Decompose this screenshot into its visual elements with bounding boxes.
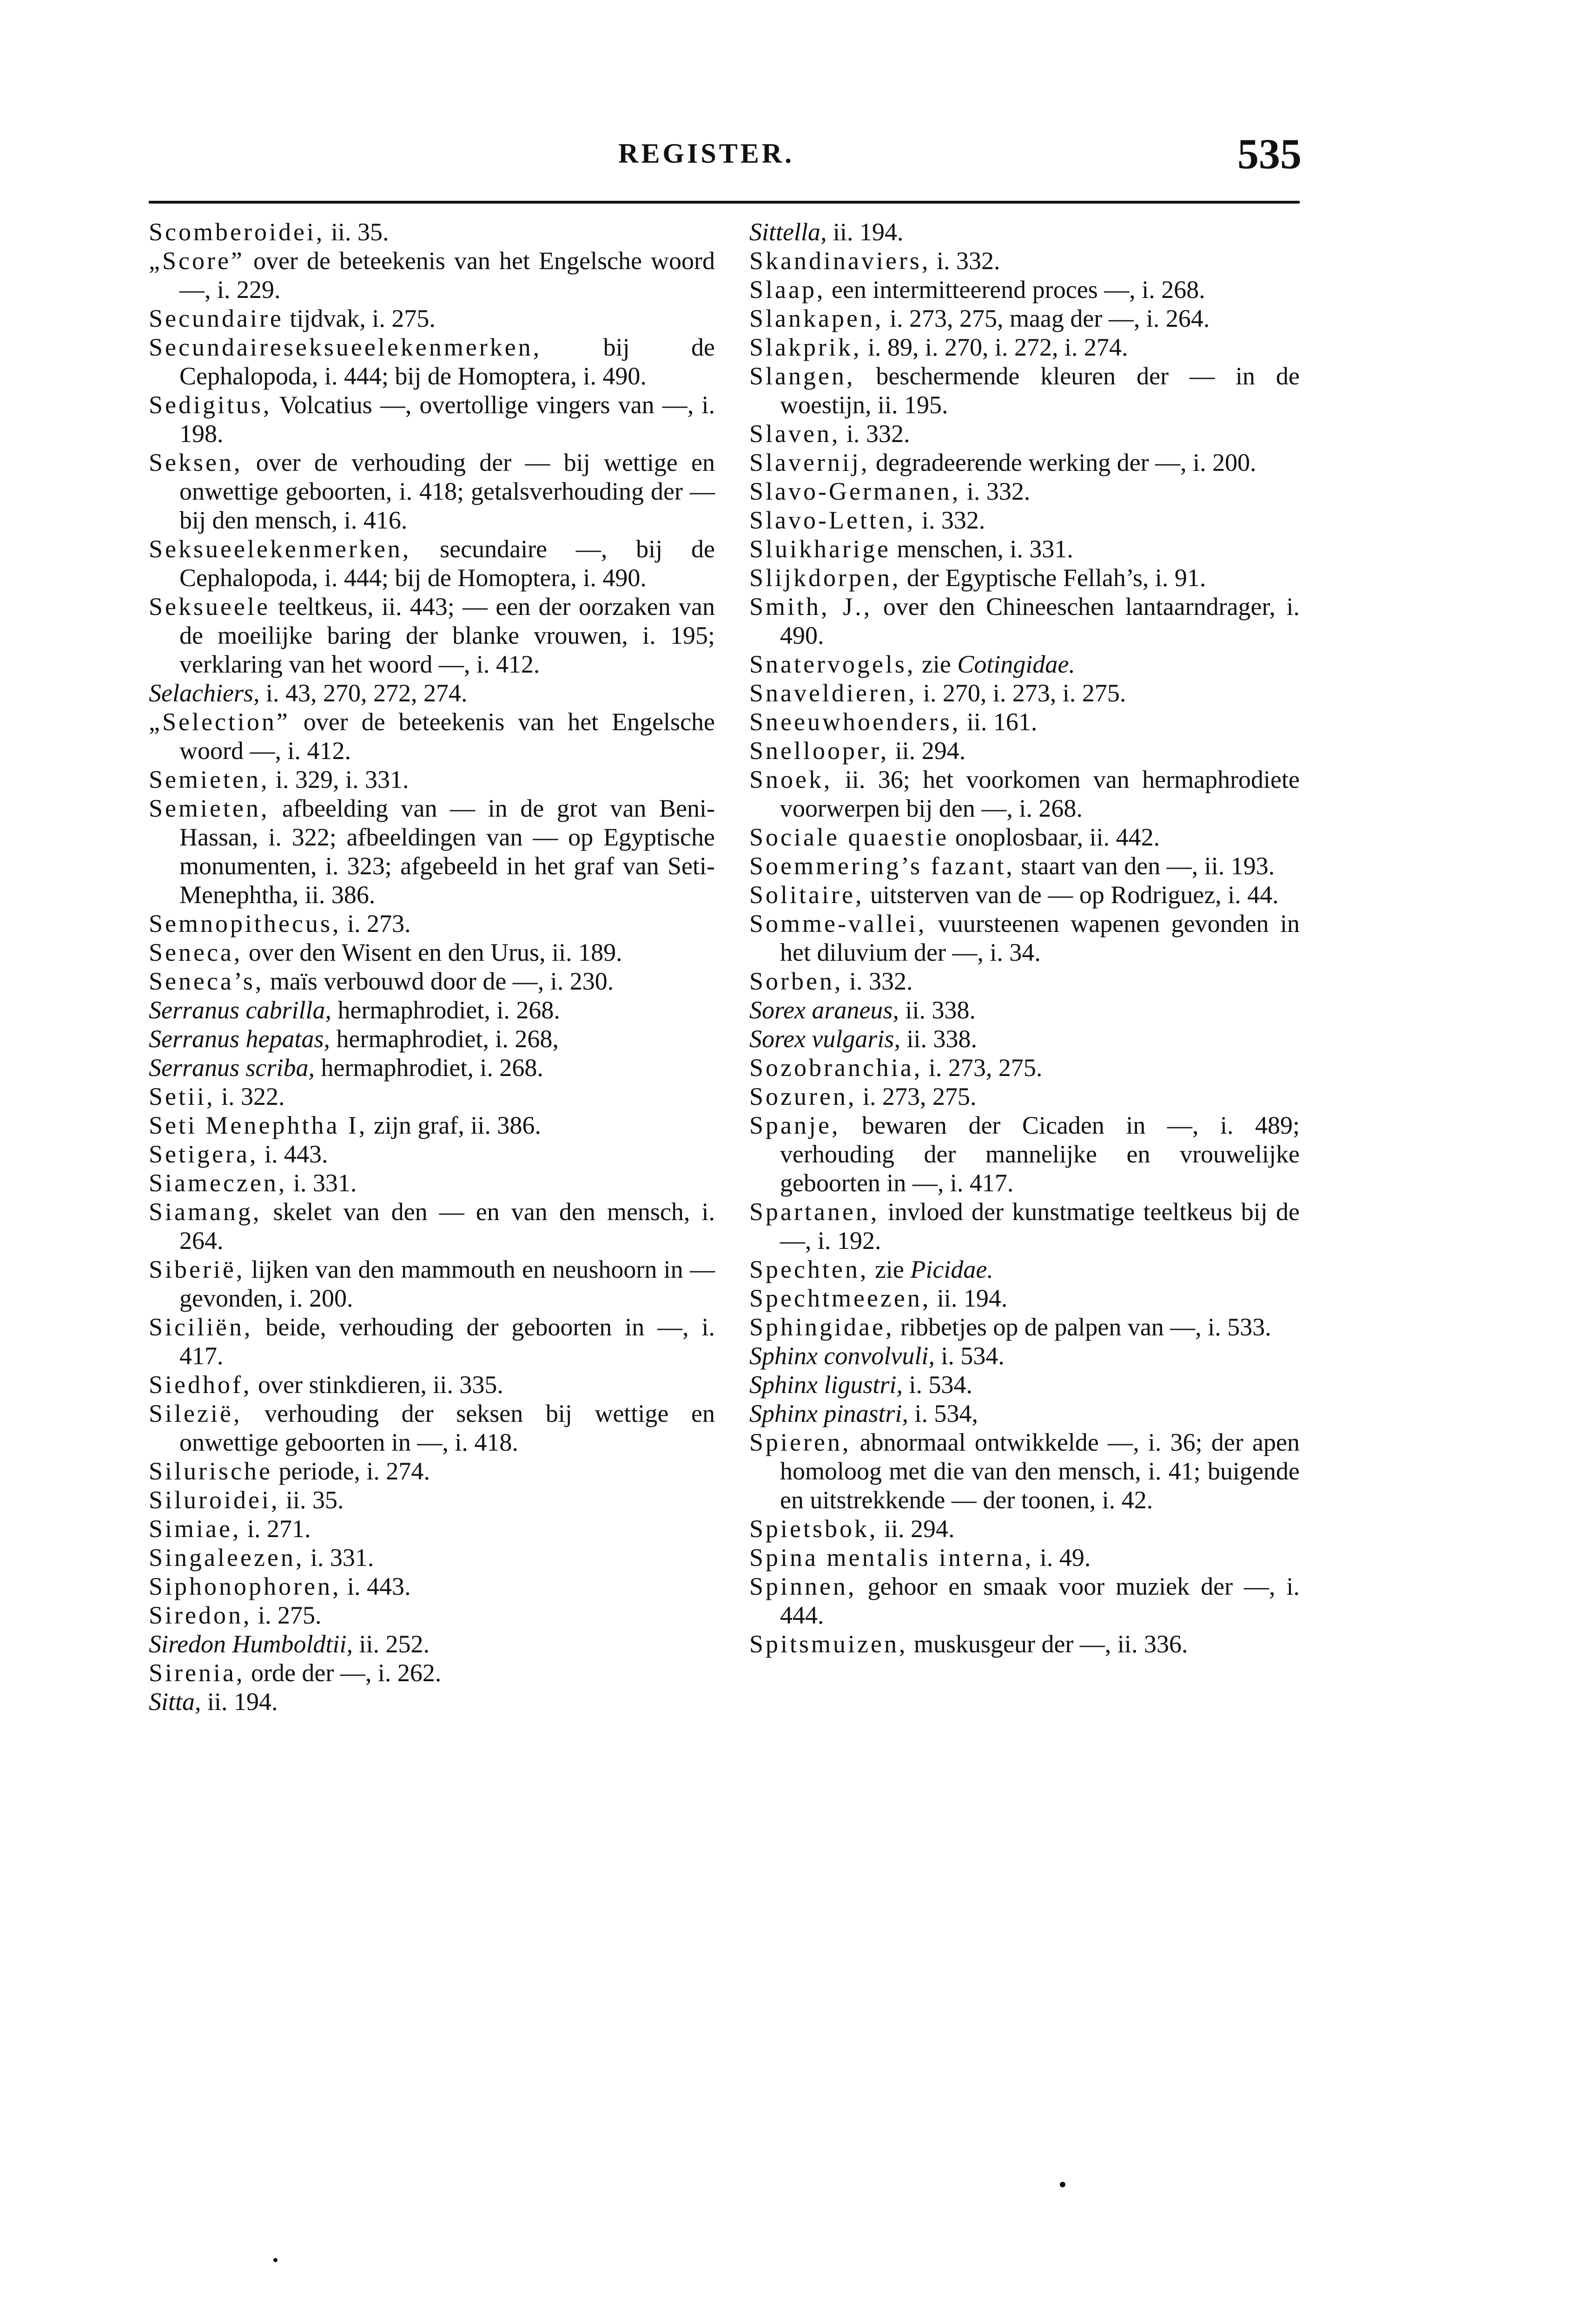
entry-text: ii. 294. [889,737,966,765]
printer-speck [273,2258,278,2262]
entry-headword: Slavernij, [749,449,870,476]
entry-text: hermaphrodiet, i. 268, [330,1025,559,1053]
entry-text: i. 332. [930,247,1000,275]
entry-text: i. 332. [840,420,910,448]
entry-headword: Sluikharige [749,535,891,563]
index-entry [149,938,715,967]
entry-text: ii. 194. [931,1284,1008,1312]
index-entry [149,592,715,679]
entry-text: menschen, i. 331. [890,535,1073,563]
index-entry [149,390,715,448]
index-entry [149,1140,715,1169]
entry-headword: Setigera, [149,1140,258,1168]
index-entry [749,1284,1300,1313]
index-entry [749,419,1300,448]
entry-headword: Slakprik, [749,333,862,361]
index-entry [149,996,715,1024]
entry-headword: Siphonophoren, [149,1572,341,1600]
index-entry [749,967,1300,996]
entry-headword: Spechtmeezen, [749,1284,931,1312]
entry-text: i. 534. [934,1342,1005,1370]
entry-headword-italic: Sphinx ligustri, [749,1371,903,1399]
entry-text: ii. 36; het voorkomen van hermaphrodiete voorwerpen bij den —, i. 268. [780,766,1300,822]
index-entry [749,448,1300,477]
index-entry [749,506,1300,535]
page-number: 535 [1237,130,1302,178]
index-entry [149,1197,715,1255]
entry-headword: Somme-vallei, [749,910,927,938]
entry-text: i. 443. [258,1140,328,1168]
index-entry [149,535,715,592]
index-entry [149,679,715,707]
entry-text: i. 443. [341,1572,411,1600]
entry-headword: Snoek, [749,766,833,793]
entry-headword-italic: Sorex vulgaris, [749,1025,900,1053]
entry-text: over den Chineeschen lantaarndrager, i. 490. [780,593,1300,649]
entry-text: zijn graf, ii. 386. [367,1111,541,1139]
index-entry [749,592,1300,650]
index-entry [149,218,715,246]
entry-headword: Skandinaviers, [749,247,931,275]
index-entry [149,304,715,333]
entry-headword: Simiae, [149,1515,241,1543]
entry-headword-italic: Selachiers, [149,679,260,707]
entry-text: ii. 35. [279,1486,344,1514]
entry-headword: Semieten, [149,794,270,822]
entry-text: over stinkdieren, ii. 335. [251,1371,503,1399]
index-entry [149,1082,715,1111]
entry-headword: Sedigitus, [149,391,272,419]
index-entry [149,1630,715,1658]
index-entry [749,1630,1300,1658]
entry-headword: Snellooper, [749,737,889,765]
entry-text: i. 332. [843,967,913,995]
entry-text: over de beteekenis van het Engelsche woord —, i. 412. [179,708,715,765]
entry-headword: Siredon, [149,1601,252,1629]
entry-text: beide, verhouding der geboorten in —, i. 417. [179,1313,715,1370]
entry-headword: Singaleezen, [149,1544,304,1571]
entry-text: over den Wisent en den Urus, ii. 189. [242,938,622,966]
index-entry [149,1255,715,1313]
entry-headword: Semnopithecus, [149,910,341,938]
index-entry [749,563,1300,592]
entry-text: i. 275. [251,1601,322,1629]
entry-headword: Spitsmuizen, [749,1630,908,1658]
entry-text: tijdvak, i. 275. [283,304,436,332]
entry-text: een intermitteerend proces —, i. 268. [825,276,1205,304]
index-entry [749,275,1300,304]
index-entry [749,362,1300,419]
entry-headword: Semieten, [149,766,270,793]
index-entry [149,1543,715,1572]
entry-text: ii. 35. [324,218,389,246]
entry-headword: Seksen, [149,449,243,476]
entry-headword: Smith, J., [749,593,872,621]
entry-text: i. 49. [1033,1544,1091,1571]
entry-text: bewaren der Cicaden in —, i. 489; verhouding der mannelijke en vrouwelijke geboorten in —, i. 417. [780,1111,1300,1197]
entry-headword: Slangen, [749,362,855,390]
entry-headword-italic: Siredon Humboldtii, [149,1630,353,1658]
entry-headword: Slavo-Germanen, [749,477,961,505]
index-entry [149,1601,715,1630]
index-entry [749,246,1300,275]
entry-headword: „Score” [149,247,245,275]
index-entry [149,1370,715,1399]
entry-crossref-italic: Picidae. [910,1255,993,1283]
entry-text: i. 43, 270, 272, 274. [259,679,468,707]
entry-text: zie [915,650,958,678]
entry-headword-italic: Sphinx pinastri, [749,1400,909,1427]
entry-text: vuursteenen wapenen gevonden in het diluvium der —, i. 34. [780,910,1300,966]
entry-text: i. 322. [215,1083,285,1110]
entry-text: invloed der kunstmatige teeltkeus bij de —, i. 192. [780,1198,1300,1254]
index-entry [749,1428,1300,1514]
entry-text: i. 534. [903,1371,973,1399]
entry-crossref-italic: Cotingidae. [957,650,1075,678]
index-entry [749,1341,1300,1370]
index-entry [149,1111,715,1140]
entry-text: i. 89, i. 270, i. 272, i. 274. [861,333,1128,361]
entry-headword: Secundaireseksueelekenmerken, [149,333,542,361]
entry-text: bij de Cephalopoda, i. 444; bij de Homoptera, i. 490. [179,333,715,390]
entry-text: periode, i. 274. [272,1457,430,1485]
entry-headword: Spanje, [749,1111,840,1139]
index-entry [749,1255,1300,1284]
entry-text: i. 273. [341,910,411,938]
entry-headword-italic: Sphinx convolvuli, [749,1342,935,1370]
entry-headword: Siluroidei, [149,1486,280,1514]
entry-headword: Spechten, [749,1255,869,1283]
entry-text: i. 534, [908,1400,978,1427]
entry-text: ribbetjes op de palpen van —, i. 533. [894,1313,1271,1341]
index-entry [149,1486,715,1514]
index-entry [149,1313,715,1370]
entry-text: degradeerende werking der —, i. 200. [869,449,1256,476]
entry-headword: Sozuren, [749,1083,857,1110]
index-entry [749,1053,1300,1082]
index-entry [149,967,715,996]
index-entry [149,794,715,909]
entry-headword: Siciliën, [149,1313,253,1341]
entry-text: i. 332. [915,506,985,534]
index-entry [749,765,1300,823]
entry-text: muskusgeur der —, ii. 336. [907,1630,1188,1658]
entry-headword: Sphingidae, [749,1313,894,1341]
entry-headword: Snaveldieren, [749,679,917,707]
entry-headword: Secundaire [149,304,284,332]
entry-text: uitsterven van de — op Rodriguez, i. 44. [864,881,1279,909]
index-entry [749,650,1300,679]
right-column [749,218,1300,1658]
entry-headword: Slankapen, [749,304,884,332]
entry-headword: Sirenia, [149,1659,245,1687]
entry-headword-italic: Sitta, [149,1688,201,1716]
index-entry [149,707,715,765]
entry-headword: Seksueele [149,593,270,621]
entry-headword-italic: Serranus cabrilla, [149,996,332,1024]
index-entry [149,448,715,535]
entry-headword: Siameczen, [149,1169,287,1197]
entry-text: i. 273, 275. [856,1083,977,1110]
index-entry [149,1658,715,1687]
entry-text: i. 331. [287,1169,357,1197]
index-entry [149,1572,715,1601]
index-entry [149,333,715,390]
printer-speck [1060,2182,1065,2187]
index-entry [749,1370,1300,1399]
entry-text: i. 273, 275. [922,1054,1043,1082]
entry-headword: Seneca’s, [149,967,264,995]
entry-headword: Slavo-Letten, [749,506,916,534]
entry-text: verhouding der seksen bij wettige en onwettige geboorten in —, i. 418. [179,1400,715,1456]
entry-text: ii. 194. [826,218,904,246]
entry-text: ii. 294. [878,1515,955,1543]
index-entry [749,909,1300,967]
header-rule [149,201,1300,204]
entry-headword: Silurische [149,1457,272,1485]
entry-text: der Egyptische Fellah’s, i. 91. [900,564,1206,592]
index-entry [749,996,1300,1024]
entry-headword: Spartanen, [749,1198,879,1226]
entry-headword: Scomberoidei, [149,218,325,246]
entry-text: Volcatius —, overtollige vingers van —, i. 198. [179,391,715,448]
entry-headword: Solitaire, [749,881,864,909]
entry-headword: „Selection” [149,708,290,736]
entry-headword-italic: Sittella, [749,218,827,246]
index-entry [749,1197,1300,1255]
entry-text: maïs verbouwd door de —, i. 230. [264,967,614,995]
index-entry [749,707,1300,736]
entry-text: beschermende kleuren der — in de woestijn, ii. 195. [780,362,1300,419]
entry-headword: Siberië, [149,1255,245,1283]
index-entry [149,909,715,938]
entry-headword: Slaap, [749,276,826,304]
entry-text: skelet van den — en van den mensch, i. 264. [179,1198,715,1254]
left-column [149,218,715,1716]
entry-headword: Soemmering’s fazant, [749,852,1015,880]
index-entry [749,1399,1300,1428]
entry-text: ii. 338. [899,996,976,1024]
entry-text: gehoor en smaak voor muziek der —, i. 444. [780,1572,1300,1629]
entry-headword: Seti Menephtha I, [149,1111,368,1139]
entry-text: ii. 338. [900,1025,977,1053]
index-entry [149,1024,715,1053]
index-entry [749,1313,1300,1341]
running-head [0,129,1573,180]
entry-text: lijken van den mammouth en neushoorn in — gevonden, i. 200. [179,1255,715,1312]
entry-headword: Siamang, [149,1198,262,1226]
running-head-title: REGISTER. [618,138,795,169]
entry-text: i. 331. [304,1544,374,1571]
index-entry [149,1514,715,1543]
index-entry [749,880,1300,909]
entry-text: i. 329, i. 331. [269,766,409,793]
entry-headword: Slaven, [749,420,840,448]
entry-headword: Siedhof, [149,1371,252,1399]
index-entry [749,679,1300,707]
index-entry [149,1169,715,1197]
entry-text: afbeelding van — in de grot van Beni-Hassan, i. 322; afbeeldingen van — op Egyptische monumenten, i. 323; afgebeeld in het graf van Seti-Menephtha, ii. 386. [179,794,715,909]
entry-text: over de beteekenis van het Engelsche woord —, i. 229. [179,247,715,304]
entry-text: teeltkeus, ii. 443; — een der oorzaken van de moeilijke baring der blanke vrouwen, i. 195; verklaring van het woord —, i. 412. [179,593,715,678]
entry-text: i. 332. [960,477,1031,505]
entry-headword: Sneeuwhoenders, [749,708,961,736]
index-entry [749,1543,1300,1572]
entry-text: hermaphrodiet, i. 268. [315,1054,543,1082]
index-entry [149,246,715,304]
entry-text: over de verhouding der — bij wettige en onwettige geboorten, i. 418; getalsverhouding der — bij den mensch, i. 416. [179,449,715,534]
entry-headword: Spietsbok, [749,1515,878,1543]
entry-text: staart van den —, ii. 193. [1014,852,1275,880]
entry-text: ii. 161. [960,708,1038,736]
index-entry [749,736,1300,765]
entry-headword: Sozobranchia, [749,1054,923,1082]
entry-text: onoplosbaar, ii. 442. [949,823,1160,851]
entry-text: i. 273, 275, maag der —, i. 264. [883,304,1210,332]
entry-text: hermaphrodiet, i. 268. [331,996,560,1024]
index-entry [749,304,1300,333]
index-entry [149,765,715,794]
entry-headword: Silezië, [149,1400,242,1427]
index-entry [749,1082,1300,1111]
entry-headword: Slijkdorpen, [749,564,901,592]
entry-headword-italic: Serranus scriba, [149,1054,315,1082]
index-entry [749,1572,1300,1630]
entry-headword: Seksueelekenmerken, [149,535,411,563]
index-entry [749,535,1300,563]
entry-text: abnormaal ontwikkelde —, i. 36; der apen homoloog met die van den mensch, i. 41; buigende en uitstrekkende — der toonen, i. 42. [780,1428,1300,1514]
index-entry [749,852,1300,880]
entry-text: secundaire —, bij de Cephalopoda, i. 444; bij de Homoptera, i. 490. [179,535,715,592]
index-entry [749,1024,1300,1053]
index-entry [749,333,1300,362]
index-entry [749,1111,1300,1197]
entry-headword: Sorben, [749,967,843,995]
index-entry [749,823,1300,852]
entry-text: i. 270, i. 273, i. 275. [917,679,1126,707]
entry-headword: Snatervogels, [749,650,916,678]
index-entry [749,477,1300,506]
index-entry [149,1457,715,1486]
entry-headword: Spinnen, [749,1572,857,1600]
entry-headword-italic: Sorex araneus, [749,996,899,1024]
entry-text: i. 271. [241,1515,311,1543]
entry-headword: Spina mentalis interna, [749,1544,1034,1571]
index-entry [149,1399,715,1457]
index-entry [149,1053,715,1082]
index-entry [149,1687,715,1716]
entry-text: zie [868,1255,911,1283]
entry-text: ii. 194. [201,1688,278,1716]
entry-headword-italic: Serranus hepatas, [149,1025,330,1053]
entry-headword: Setii, [149,1083,215,1110]
index-entry [749,1514,1300,1543]
entry-headword: Spieren, [749,1428,851,1456]
index-entry [749,218,1300,246]
entry-headword: Seneca, [149,938,243,966]
entry-headword: Sociale quaestie [749,823,949,851]
entry-text: orde der —, i. 262. [245,1659,442,1687]
entry-text: ii. 252. [353,1630,430,1658]
